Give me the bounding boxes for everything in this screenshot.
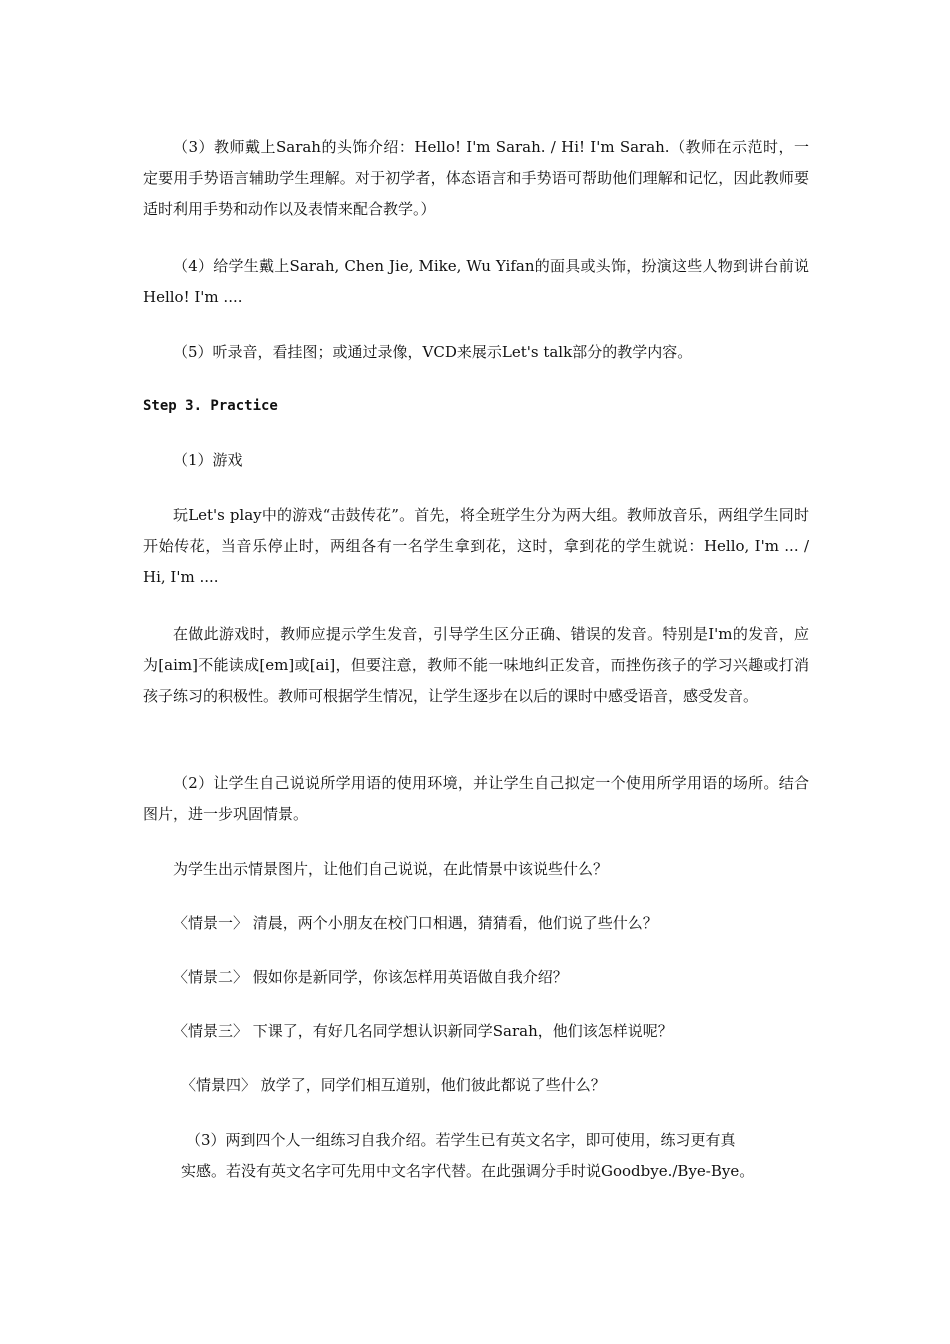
paragraph-game-pronunciation-note: 在做此游戏时，教师应提示学生发音，引导学生区分正确、错误的发音。特别是I'm的发音，应为[aim]不能读成[em]或[ai]，但要注意，教师不能一味地纠正发音，而挫伤孩子的学习兴趣或打消孩子练习的积极性。教师可根据学生情况，让学生逐步在以后的课时中感受语音，感受发音。 xyxy=(143,625,809,705)
paragraph-scene-1: 〈情景一〉 清晨，两个小朋友在校门口相遇，猜猜看，他们说了些什么？ xyxy=(173,914,658,932)
paragraph-scene-intro: 为学生出示情景图片，让他们自己说说，在此情景中该说些什么？ xyxy=(173,860,609,878)
section-heading-practice: Step 3. Practice xyxy=(143,398,278,414)
paragraph-scene-4: 〈情景四〉 放学了，同学们相互道别，他们彼此都说了些什么？ xyxy=(181,1076,606,1094)
paragraph-step-4-masks: （4）给学生戴上Sarah, Chen Jie, Mike, Wu Yifan的面具或头饰，扮演这些人物到讲台前说Hello! I'm .... xyxy=(143,257,809,306)
paragraph-step-3-group-practice-line-2: 实感。若没有英文名字可先用中文名字代替。在此强调分手时说Goodbye./Bye-Bye。 xyxy=(181,1162,755,1180)
paragraph-game-title: （1）游戏 xyxy=(173,451,243,469)
paragraph-scene-2: 〈情景二〉 假如你是新同学，你该怎样用英语做自我介绍？ xyxy=(173,968,568,986)
paragraph-game-description: 玩Let's play中的游戏“击鼓传花”。首先，将全班学生分为两大组。教师放音乐，两组学生同时开始传花，当音乐停止时，两组各有一名学生拿到花，这时，拿到花的学生就说：Hello, I'm ... / Hi, I'm .... xyxy=(143,506,809,586)
paragraph-step-2-context: （2）让学生自己说说所学用语的使用环境，并让学生自己拟定一个使用所学用语的场所。结合图片，进一步巩固情景。 xyxy=(143,774,809,823)
paragraph-step-3-group-practice-line-1: （3）两到四个人一组练习自我介绍。若学生已有英文名字，即可使用，练习更有真 xyxy=(186,1131,736,1149)
paragraph-step-3-sarah-intro: （3）教师戴上Sarah的头饰介绍：Hello! I'm Sarah. / Hi! I'm Sarah.（教师在示范时，一定要用手势语言辅助学生理解。对于初学者，体态语言和手势语可帮助他们理解和记忆，因此教师要适时利用手势和动作以及表情来配合教学。） xyxy=(143,138,809,218)
paragraph-step-5-listen: （5）听录音，看挂图；或通过录像，VCD来展示Let's talk部分的教学内容。 xyxy=(173,343,693,361)
paragraph-scene-3: 〈情景三〉 下课了，有好几名同学想认识新同学Sarah，他们该怎样说呢？ xyxy=(173,1022,673,1040)
